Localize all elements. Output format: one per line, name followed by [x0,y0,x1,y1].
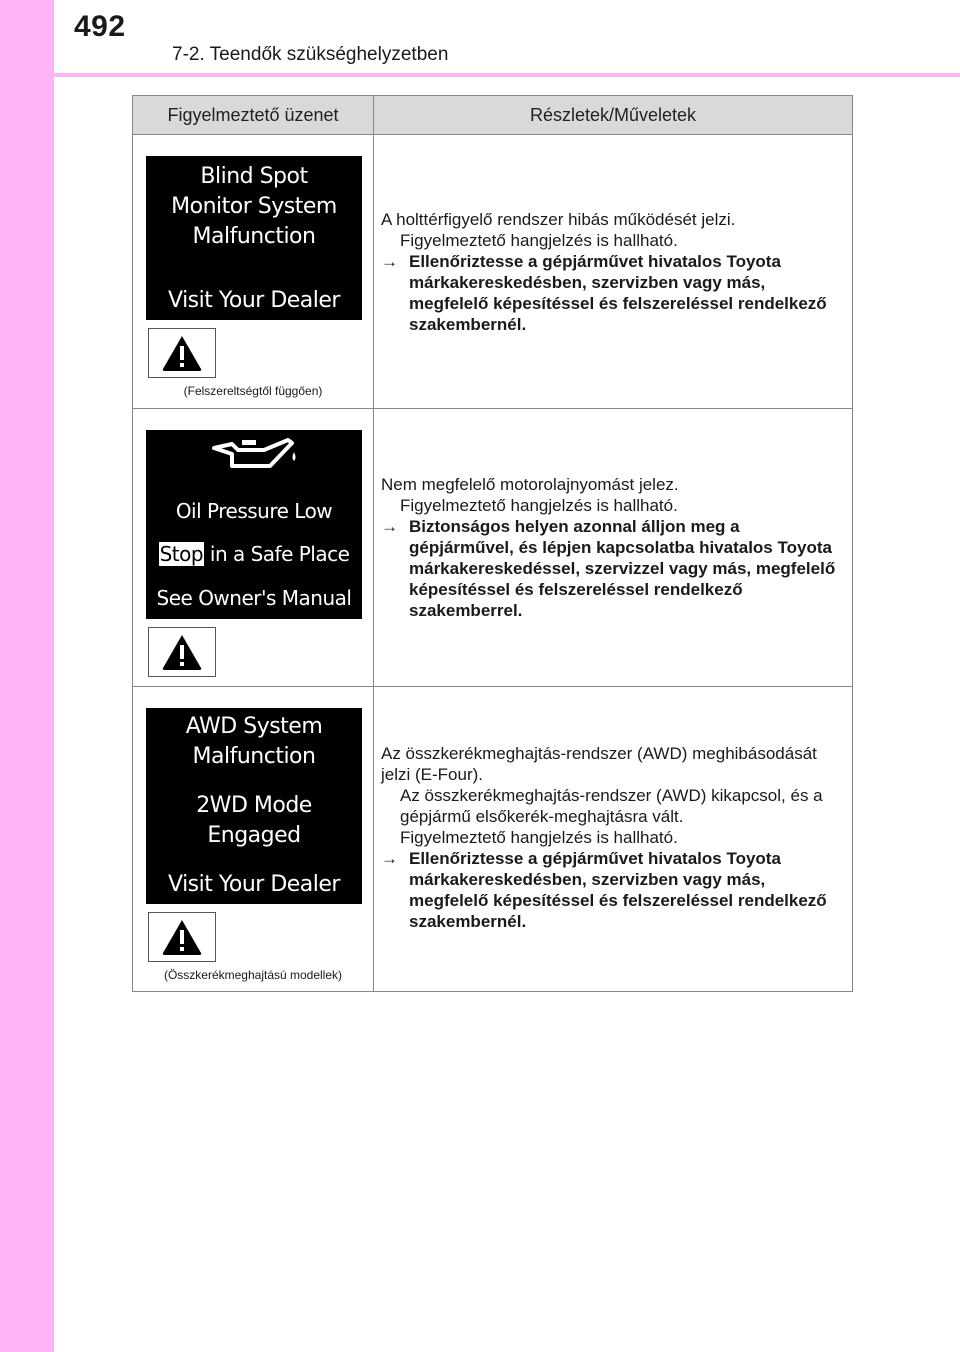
action-text [381,516,844,621]
page-header [54,0,960,78]
screen-line [159,539,350,569]
equipment-note: (Összkerékmeghajtású modellek) [163,968,343,982]
table-row [133,135,853,409]
display-screen [146,430,362,619]
screen-line: Engaged [207,823,301,848]
details-cell [374,409,853,687]
header-rule [54,73,960,77]
column-header-message: Figyelmeztető üzenet [133,96,374,135]
action-label: Ellenőriztesse a gépjárművet hivatalos Toyota márkakereskedésben, szervizben vagy más, megfelelő képesítéssel és felszereléssel rendelkező szakembernél. [409,849,827,931]
screen-line: See Owner's Manual [156,585,352,610]
description-indent: Figyelmeztető hangjelzés is hallható. [400,828,678,847]
action-label: Biztonságos helyen azonnal álljon meg a gépjárművel, és lépjen kapcsolatba hivatalos Toyota márkakereskedéssel, szervizzel vagy más, megfelelő képesítéssel és felszereléssel rendelkező szakemberrel. [409,517,836,620]
screen-line: in a Safe Place [209,542,350,567]
column-header-details: Részletek/Műveletek [374,96,853,135]
screen-line: Malfunction [192,744,316,769]
description-text: A holttérfigyelő rendszer hibás működését jelzi. [381,210,736,229]
warning-triangle-icon [148,627,216,677]
section-title: 7-2. Teendők szükséghelyzetben [172,44,449,65]
screen-line: Oil Pressure Low [175,498,333,523]
message-cell [133,687,374,992]
display-screen [146,156,362,320]
description-text: Nem megfelelő motorolajnyomást jelez. [381,475,679,494]
arrow-icon: → [381,517,398,536]
table-row [133,687,853,992]
warning-message-table [132,95,853,992]
action-label: Ellenőriztesse a gépjárművet hivatalos Toyota márkakereskedésben, szervizben vagy más, megfelelő képesítéssel és felszereléssel rendelkező szakembernél. [409,252,827,334]
screen-line: Monitor System [171,194,337,219]
screen-line: Visit Your Dealer [168,872,340,897]
screen-line: 2WD Mode [196,793,312,818]
arrow-icon: → [381,252,398,271]
side-color-band [0,0,54,1352]
screen-line: Malfunction [192,224,316,249]
screen-line: Blind Spot [200,164,308,189]
table-row [133,409,853,687]
message-cell [133,135,374,409]
display-screen [146,708,362,904]
oil-can-icon [208,434,300,482]
details-cell [374,687,853,992]
action-text [381,848,844,932]
details-cell [374,135,853,409]
table-header-row [133,96,853,135]
description-indent: Figyelmeztető hangjelzés is hallható. [400,231,678,250]
arrow-icon: → [381,849,398,868]
equipment-note: (Felszereltségtől függően) [183,384,323,398]
warning-triangle-icon [148,912,216,962]
message-cell [133,409,374,687]
page-number: 492 [74,10,126,43]
action-text [381,251,844,335]
description-indent: Az összkerékmeghajtás-rendszer (AWD) kikapcsol, és a gépjármű elsőkerék-meghajtásra vált. [400,786,823,826]
stop-highlight: Stop [159,542,204,567]
description-text: Az összkerékmeghajtás-rendszer (AWD) meghibásodását jelzi (E-Four). [381,744,817,784]
description-indent: Figyelmeztető hangjelzés is hallható. [400,496,678,515]
screen-line: AWD System [185,714,323,739]
warning-triangle-icon [148,328,216,378]
screen-line: Visit Your Dealer [168,288,340,313]
